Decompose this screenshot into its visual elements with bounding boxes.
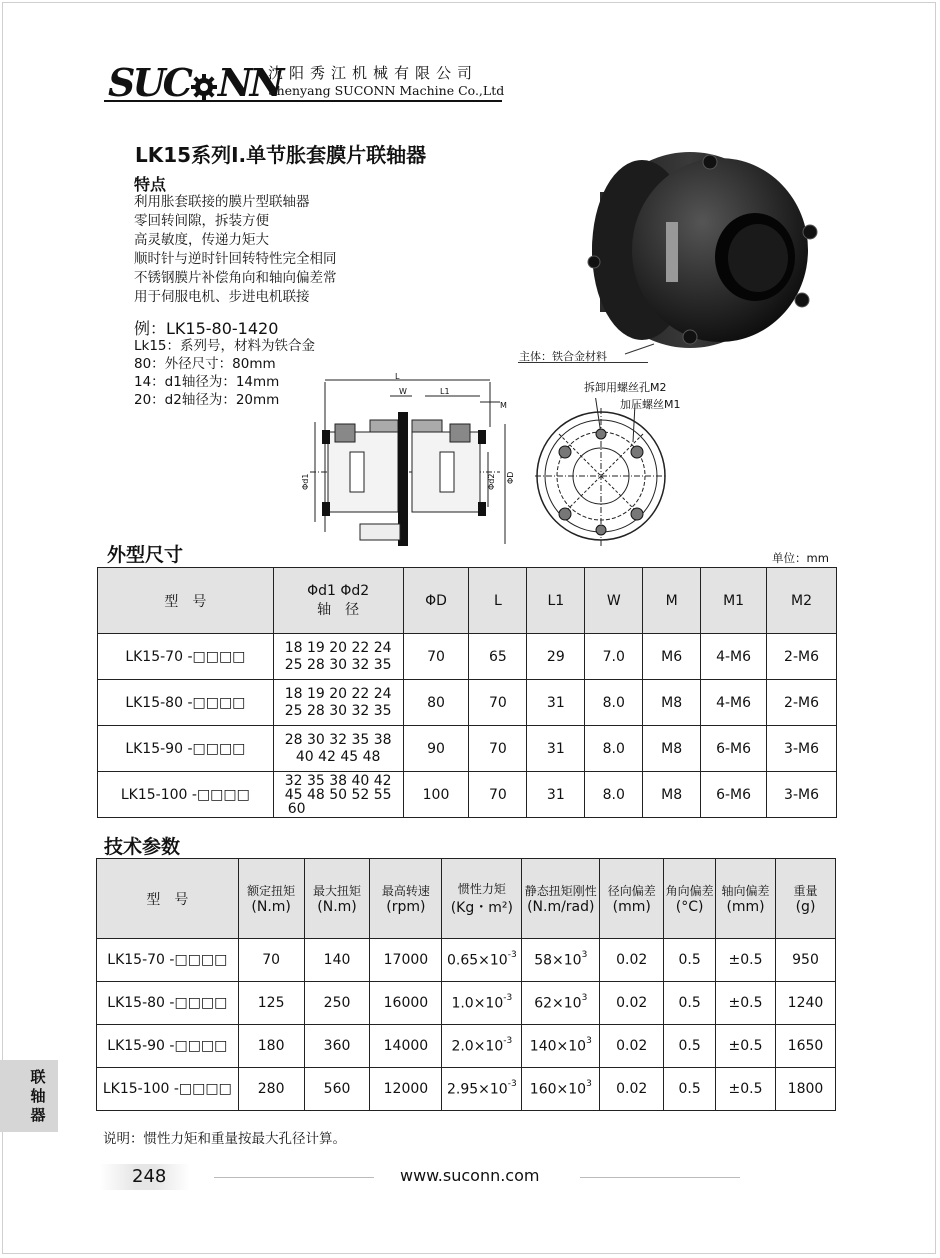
axial-cell: ±0.5 (716, 939, 776, 982)
inertia-cell (442, 1068, 522, 1111)
tech-col-name: 重量 (793, 884, 818, 898)
col-header-bore-label: 轴 径 (317, 601, 360, 618)
tech-col-unit: (mm) (726, 899, 765, 915)
inertia-cell (442, 1025, 522, 1068)
M2-cell: 2-M6 (767, 680, 837, 726)
stiffness-value: 58×10 (534, 952, 582, 969)
table-row (98, 680, 837, 726)
radial-cell: 0.02 (600, 982, 664, 1025)
dim-W: W (399, 387, 407, 396)
model-cell: LK15-100 -□□□□ (97, 1068, 239, 1111)
features-list (134, 193, 337, 307)
inertia-exponent: -3 (507, 949, 517, 960)
tech-col-rated (238, 859, 304, 939)
gear-icon (190, 73, 218, 101)
L1-cell: 31 (527, 772, 585, 818)
feature-item: 利用胀套联接的膜片型联轴器 (134, 194, 310, 210)
axial-cell: ±0.5 (716, 1068, 776, 1111)
model-cell: LK15-80 -□□□□ (97, 982, 239, 1025)
col-header-D: ΦD (403, 568, 469, 634)
example-lines (134, 337, 315, 409)
rated-cell: 180 (238, 1025, 304, 1068)
dim-M: M (500, 401, 507, 410)
weight-cell: 1650 (776, 1025, 836, 1068)
tech-col-name: 惯性力矩 (457, 882, 506, 896)
W-cell: 7.0 (585, 634, 643, 680)
M1-cell: 4-M6 (701, 680, 767, 726)
footer-rule (580, 1177, 740, 1178)
D-cell: 70 (403, 634, 469, 680)
bore-line: 45 48 50 52 55 (284, 786, 392, 803)
product-photo (570, 132, 830, 362)
L-cell: 70 (469, 680, 527, 726)
speed-cell: 12000 (370, 1068, 442, 1111)
dim-L: L (395, 372, 400, 381)
model-cell: LK15-70 -□□□□ (98, 634, 274, 680)
dimensions-table (97, 567, 837, 818)
tech-col-unit: (rpm) (386, 899, 426, 915)
axial-cell: ±0.5 (716, 982, 776, 1025)
tech-col-name: 角向偏差 (665, 884, 714, 898)
bore-line: 18 19 20 22 24 (284, 685, 392, 702)
col-header-L: L (469, 568, 527, 634)
stiffness-exponent: 3 (581, 949, 588, 960)
stiffness-value: 62×10 (534, 995, 582, 1012)
company-name-cn: 沈阳秀江机械有限公司 (268, 64, 479, 82)
col-header-W: W (585, 568, 643, 634)
tech-col-unit: (g) (795, 899, 816, 915)
M2-cell: 3-M6 (767, 726, 837, 772)
weight-cell: 1240 (776, 982, 836, 1025)
tech-col-unit: (N.m) (317, 899, 357, 915)
tech-col-unit: (N.m/rad) (527, 899, 595, 915)
col-header-M1: M1 (701, 568, 767, 634)
bore-line: 60 (287, 800, 306, 817)
tech-col-unit: (N.m) (251, 899, 291, 915)
angular-cell: 0.5 (664, 982, 716, 1025)
L1-cell: 29 (527, 634, 585, 680)
dim-d2: Φd2 (487, 473, 496, 490)
tech-col-angular (664, 859, 716, 939)
W-cell: 8.0 (585, 680, 643, 726)
bore-cell (273, 680, 403, 726)
dim-D: ΦD (506, 471, 515, 484)
feature-item: 高灵敏度，传递力矩大 (134, 232, 269, 248)
tech-col-radial (600, 859, 664, 939)
tech-col-stiffness (522, 859, 600, 939)
front-view-drawing (535, 398, 675, 558)
stiffness-exponent: 3 (586, 1035, 592, 1046)
stiffness-cell (522, 982, 600, 1025)
rated-cell: 280 (238, 1068, 304, 1111)
material-label: 主体：铁合金材料 (519, 350, 607, 363)
M-cell: M8 (643, 772, 701, 818)
L1-cell: 31 (527, 680, 585, 726)
M2-cell: 3-M6 (767, 772, 837, 818)
L1-cell: 31 (527, 726, 585, 772)
website-link[interactable]: www.suconn.com (400, 1166, 540, 1185)
max-cell: 560 (304, 1068, 370, 1111)
rated-cell: 70 (238, 939, 304, 982)
table-row (97, 1025, 836, 1068)
example-line: 14：d1轴径为：14mm (134, 374, 280, 390)
example-line: Lk15：系列号，材料为铁合金 (134, 338, 316, 354)
series-title: LK15系列Ⅰ.单节胀套膜片联轴器 (135, 143, 427, 167)
col-header-M: M (643, 568, 701, 634)
M2-cell: 2-M6 (767, 634, 837, 680)
col-header-bore (273, 568, 403, 634)
angular-cell: 0.5 (664, 1068, 716, 1111)
footnote: 说明：惯性力矩和重量按最大孔径计算。 (103, 1131, 346, 1147)
M-cell: M8 (643, 726, 701, 772)
tech-col-name: 额定扭矩 (247, 884, 296, 898)
feature-item: 用于伺服电机、步进电机联接 (134, 289, 310, 305)
material-label-leader (518, 362, 648, 363)
M-cell: M8 (643, 680, 701, 726)
stiffness-cell (522, 1025, 600, 1068)
tech-col-speed (370, 859, 442, 939)
col-header-L1: L1 (527, 568, 585, 634)
bore-line: 25 28 30 32 35 (284, 656, 392, 673)
stiffness-value: 160×10 (529, 1081, 587, 1098)
category-label: 联轴器 (30, 1068, 46, 1124)
company-logo: SUC NN (108, 60, 282, 105)
L-cell: 70 (469, 772, 527, 818)
inertia-cell (442, 939, 522, 982)
feature-item: 不锈钢膜片补偿角向和轴向偏差常 (134, 270, 337, 286)
W-cell: 8.0 (585, 772, 643, 818)
tech-col-name: 最高转速 (381, 884, 430, 898)
tech-col-inertia (442, 859, 522, 939)
M1-cell: 6-M6 (701, 726, 767, 772)
model-cell: LK15-100 -□□□□ (98, 772, 274, 818)
inertia-value: 2.0×10 (451, 1038, 504, 1055)
table-row (98, 634, 837, 680)
model-cell: LK15-70 -□□□□ (97, 939, 239, 982)
feature-item: 顺时针与逆时针回转特性完全相同 (134, 251, 337, 267)
example-line: 80：外径尺寸：80mm (134, 356, 276, 372)
tech-col-axial (716, 859, 776, 939)
table-row (97, 939, 836, 982)
tech-col-unit: (°C) (675, 899, 704, 915)
model-cell: LK15-90 -□□□□ (98, 726, 274, 772)
M-cell: M6 (643, 634, 701, 680)
stiffness-exponent: 3 (581, 992, 588, 1003)
radial-cell: 0.02 (600, 939, 664, 982)
tech-col-unit: (mm) (612, 899, 651, 915)
W-cell: 8.0 (585, 726, 643, 772)
inertia-exponent: -3 (507, 1078, 517, 1089)
table-row (97, 982, 836, 1025)
bore-line: 25 28 30 32 35 (284, 702, 392, 719)
m2-label: 拆卸用螺丝孔M2 (584, 381, 667, 394)
M1-cell: 4-M6 (701, 634, 767, 680)
inertia-value: 1.0×10 (451, 995, 504, 1012)
tech-col-name: 径向偏差 (607, 884, 656, 898)
rated-cell: 125 (238, 982, 304, 1025)
stiffness-exponent: 3 (586, 1078, 592, 1089)
page-number: 248 (132, 1166, 167, 1187)
example-title: 例：LK15-80-1420 (134, 319, 279, 338)
bore-line: 32 35 38 40 42 (284, 772, 392, 789)
tech-col-name: 最大扭矩 (313, 884, 362, 898)
max-cell: 140 (304, 939, 370, 982)
inertia-cell (442, 982, 522, 1025)
D-cell: 80 (403, 680, 469, 726)
bore-line: 40 42 45 48 (295, 748, 381, 765)
col-header-M2: M2 (767, 568, 837, 634)
stiffness-cell (522, 1068, 600, 1111)
side-view-drawing (300, 372, 530, 552)
stiffness-cell (522, 939, 600, 982)
tech-col-name: 静态扭矩刚性 (524, 884, 597, 898)
example-line: 20：d2轴径为：20mm (134, 392, 280, 408)
col-header-model: 型 号 (98, 568, 274, 634)
speed-cell: 16000 (370, 982, 442, 1025)
max-cell: 360 (304, 1025, 370, 1068)
tech-col-weight (776, 859, 836, 939)
weight-cell: 1800 (776, 1068, 836, 1111)
L-cell: 65 (469, 634, 527, 680)
dim-d1: Φd1 (301, 473, 310, 490)
dim-L1: L1 (440, 387, 450, 396)
bore-line: 18 19 20 22 24 (284, 639, 392, 656)
tech-col-unit: (Kg・m²) (450, 900, 513, 916)
stiffness-value: 140×10 (529, 1038, 587, 1055)
bore-cell (273, 634, 403, 680)
features-title: 特点 (134, 175, 167, 194)
table-row (97, 1068, 836, 1111)
bore-cell (273, 772, 403, 818)
unit-label: 单位：mm (772, 551, 829, 565)
D-cell: 100 (403, 772, 469, 818)
bore-cell (273, 726, 403, 772)
inertia-exponent: -3 (503, 992, 513, 1003)
L-cell: 70 (469, 726, 527, 772)
axial-cell: ±0.5 (716, 1025, 776, 1068)
speed-cell: 17000 (370, 939, 442, 982)
inertia-exponent: -3 (503, 1035, 513, 1046)
radial-cell: 0.02 (600, 1068, 664, 1111)
dimensions-title: 外型尺寸 (107, 544, 184, 566)
table-row (98, 772, 837, 818)
feature-item: 零回转间隙，拆装方便 (134, 213, 269, 229)
M1-cell: 6-M6 (701, 772, 767, 818)
radial-cell: 0.02 (600, 1025, 664, 1068)
footer-rule (214, 1177, 374, 1178)
model-cell: LK15-80 -□□□□ (98, 680, 274, 726)
tech-col-max (304, 859, 370, 939)
category-side-tab[interactable] (0, 1060, 58, 1132)
tech-col-name: 轴向偏差 (721, 884, 770, 898)
inertia-value: 2.95×10 (446, 1081, 508, 1098)
bore-line: 28 30 32 35 38 (284, 731, 392, 748)
model-cell: LK15-90 -□□□□ (97, 1025, 239, 1068)
tech-col-model: 型 号 (97, 859, 239, 939)
speed-cell: 14000 (370, 1025, 442, 1068)
tech-title: 技术参数 (104, 836, 181, 858)
D-cell: 90 (403, 726, 469, 772)
table-row (98, 726, 837, 772)
inertia-value: 0.65×10 (446, 952, 508, 969)
m1-label: 加压螺丝M1 (620, 398, 681, 411)
header-rule (104, 100, 502, 102)
company-name-en: Shenyang SUCONN Machine Co.,Ltd (268, 83, 505, 98)
angular-cell: 0.5 (664, 939, 716, 982)
angular-cell: 0.5 (664, 1025, 716, 1068)
tech-table (96, 858, 836, 1111)
col-header-bore-d: Φd1 Φd2 (307, 582, 370, 599)
weight-cell: 950 (776, 939, 836, 982)
max-cell: 250 (304, 982, 370, 1025)
